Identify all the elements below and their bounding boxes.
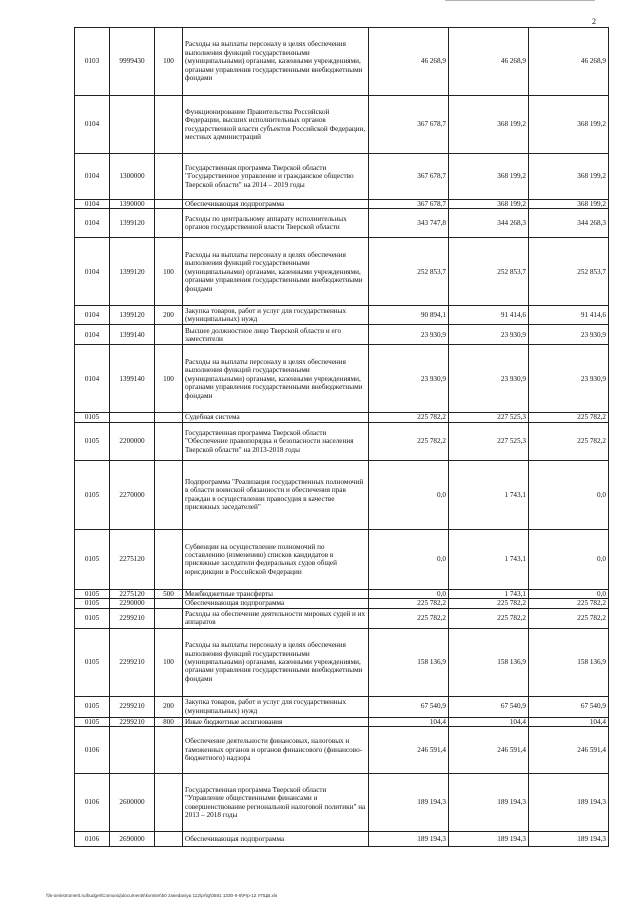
section-code: 0106 — [75, 727, 110, 774]
page-number: 2 — [592, 17, 596, 26]
amount-2014: 67 540,9 — [369, 696, 449, 717]
table-row — [75, 422, 609, 460]
amount-2014: 23 930,9 — [369, 325, 449, 345]
section-code: 0105 — [75, 460, 110, 529]
table-row — [75, 154, 609, 200]
table-row — [75, 628, 609, 696]
amount-2014: 0,0 — [369, 589, 449, 598]
section-code: 0104 — [75, 209, 110, 238]
target-article-code — [110, 413, 155, 422]
expense-type-code — [155, 832, 183, 847]
amount-2015: 227 525,3 — [449, 422, 529, 460]
expense-name: Судебная система — [183, 413, 369, 422]
expense-type-code: 100 — [155, 28, 183, 96]
expense-type-code: 200 — [155, 696, 183, 717]
expense-type-code — [155, 209, 183, 238]
expense-name: Расходы на обеспечение деятельности мировых судей и их аппаратов — [183, 608, 369, 628]
target-article-code: 2299210 — [110, 696, 155, 717]
table-row — [75, 306, 609, 325]
expense-name: Обеспечивающая подпрограмма — [183, 832, 369, 847]
amount-2014: 367 678,7 — [369, 154, 449, 200]
section-code: 0105 — [75, 529, 110, 589]
amount-2014: 0,0 — [369, 460, 449, 529]
table-row — [75, 345, 609, 413]
expense-name: Расходы на выплаты персоналу в целях обеспечения выполнения функций государственными (муниципальными) органами, казенными учреждениями, органами управления государственными внебюджетными фондами — [183, 28, 369, 96]
section-code: 0103 — [75, 28, 110, 96]
expense-name: Расходы на выплаты персоналу в целях обеспечения выполнения функций государственными (муниципальными) органами, казенными учреждениями, органами управления государственными внебюджетными фондами — [183, 238, 369, 306]
amount-2015: 344 268,3 — [449, 209, 529, 238]
amount-2015: 246 591,4 — [449, 727, 529, 774]
expense-type-code — [155, 413, 183, 422]
amount-2014: 252 853,7 — [369, 238, 449, 306]
section-code: 0104 — [75, 96, 110, 154]
table-row — [75, 238, 609, 306]
amount-2016: 158 136,9 — [529, 628, 609, 696]
section-code: 0105 — [75, 413, 110, 422]
table-row — [75, 28, 609, 96]
expense-name: Подпрограмма "Реализация государственных полномочий в области воинской обязанности и обеспечения прав граждан в осуществлении правосудия в качестве присяжных заседателей" — [183, 460, 369, 529]
amount-2016: 189 194,3 — [529, 832, 609, 847]
amount-2014: 46 268,9 — [369, 28, 449, 96]
target-article-code: 1399140 — [110, 325, 155, 345]
amount-2016: 225 782,2 — [529, 413, 609, 422]
amount-2015: 368 199,2 — [449, 200, 529, 209]
expense-name: Обеспечение деятельности финансовых, налоговых и таможенных органов и органов финансового (финансово-бюджетного) надзора — [183, 727, 369, 774]
expense-name: Расходы по центральному аппарату исполнительных органов государственной власти Тверской области — [183, 209, 369, 238]
amount-2016: 23 930,9 — [529, 345, 609, 413]
amount-2016: 189 194,3 — [529, 774, 609, 832]
expense-type-code — [155, 727, 183, 774]
amount-2016: 91 414,6 — [529, 306, 609, 325]
expense-type-code: 800 — [155, 717, 183, 726]
expense-name: Закупка товаров, работ и услуг для государственных (муниципальных) нужд — [183, 696, 369, 717]
expense-name: Обеспечивающая подпрограмма — [183, 200, 369, 209]
section-code: 0104 — [75, 154, 110, 200]
section-code: 0105 — [75, 589, 110, 598]
amount-2014: 225 782,2 — [369, 608, 449, 628]
amount-2014: 158 136,9 — [369, 628, 449, 696]
expense-type-code: 100 — [155, 345, 183, 413]
amount-2014: 189 194,3 — [369, 774, 449, 832]
target-article-code: 2299210 — [110, 608, 155, 628]
expense-type-code: 100 — [155, 238, 183, 306]
expense-name: Государственная программа Тверской области "Государственное управление и гражданское общество Тверской области" на 2014 – 2019 годы — [183, 154, 369, 200]
table-row — [75, 717, 609, 726]
table-row — [75, 529, 609, 589]
table-row — [75, 325, 609, 345]
amount-2016: 368 199,2 — [529, 154, 609, 200]
amount-2016: 0,0 — [529, 460, 609, 529]
table-row — [75, 727, 609, 774]
target-article-code: 1399120 — [110, 238, 155, 306]
amount-2014: 225 782,2 — [369, 413, 449, 422]
amount-2015: 1 743,1 — [449, 529, 529, 589]
amount-2015: 23 930,9 — [449, 345, 529, 413]
amount-2015: 91 414,6 — [449, 306, 529, 325]
expense-type-code — [155, 599, 183, 608]
amount-2016: 67 540,9 — [529, 696, 609, 717]
amount-2015: 158 136,9 — [449, 628, 529, 696]
target-article-code: 2200000 — [110, 422, 155, 460]
amount-2015: 1 743,1 — [449, 589, 529, 598]
expense-name: Расходы на выплаты персоналу в целях обеспечения выполнения функций государственными (муниципальными) органами, казенными учреждениями, органами управления государственными внебюджетными фондами — [183, 345, 369, 413]
expense-name: Субвенции на осуществление полномочий по составлению (изменению) списков кандидатов в присяжные заседатели федеральных судов общей юрисдикции в Российской Федерации — [183, 529, 369, 589]
target-article-code: 1399140 — [110, 345, 155, 413]
section-code: 0105 — [75, 599, 110, 608]
section-code: 0106 — [75, 774, 110, 832]
expense-name: Обеспечивающая подпрограмма — [183, 599, 369, 608]
amount-2015: 225 782,2 — [449, 608, 529, 628]
section-code: 0104 — [75, 200, 110, 209]
target-article-code: 1399120 — [110, 209, 155, 238]
target-article-code: 2299210 — [110, 717, 155, 726]
target-article-code: 2690000 — [110, 832, 155, 847]
expense-type-code — [155, 325, 183, 345]
amount-2014: 246 591,4 — [369, 727, 449, 774]
section-code: 0106 — [75, 832, 110, 847]
expense-type-code: 200 — [155, 306, 183, 325]
amount-2016: 104,4 — [529, 717, 609, 726]
amount-2014: 367 678,7 — [369, 200, 449, 209]
amount-2015: 23 930,9 — [449, 325, 529, 345]
section-code: 0105 — [75, 628, 110, 696]
amount-2016: 0,0 — [529, 589, 609, 598]
expense-type-code: 100 — [155, 628, 183, 696]
table-row — [75, 200, 609, 209]
target-article-code — [110, 96, 155, 154]
amount-2014: 343 747,8 — [369, 209, 449, 238]
target-article-code: 2275120 — [110, 589, 155, 598]
target-article-code: 2290000 — [110, 599, 155, 608]
target-article-code: 1390000 — [110, 200, 155, 209]
expense-type-code — [155, 460, 183, 529]
amount-2015: 252 853,7 — [449, 238, 529, 306]
amount-2015: 227 525,3 — [449, 413, 529, 422]
amount-2015: 104,4 — [449, 717, 529, 726]
table-row — [75, 96, 609, 154]
amount-2016: 23 930,9 — [529, 325, 609, 345]
amount-2015: 368 199,2 — [449, 154, 529, 200]
expense-name: Функционирование Правительства Российской Федерации, высших исполнительных органов государственной власти субъектов Российской Федерации, местных администраций — [183, 96, 369, 154]
scan-marks — [445, 0, 595, 4]
amount-2015: 368 199,2 — [449, 96, 529, 154]
amount-2014: 225 782,2 — [369, 599, 449, 608]
table-row — [75, 460, 609, 529]
table-row — [75, 413, 609, 422]
target-article-code: 9999430 — [110, 28, 155, 96]
amount-2016: 46 268,9 — [529, 28, 609, 96]
amount-2014: 23 930,9 — [369, 345, 449, 413]
amount-2016: 368 199,2 — [529, 200, 609, 209]
expense-type-code — [155, 96, 183, 154]
expense-type-code — [155, 200, 183, 209]
section-code: 0104 — [75, 345, 110, 413]
expense-type-code — [155, 529, 183, 589]
target-article-code: 1399120 — [110, 306, 155, 325]
amount-2015: 1 743,1 — [449, 460, 529, 529]
expense-name: Иные бюджетные ассигнования — [183, 717, 369, 726]
amount-2015: 225 782,2 — [449, 599, 529, 608]
expense-name: Расходы на выплаты персоналу в целях обеспечения выполнения функций государственными (муниципальными) органами, казенными учреждениями, органами управления государственными внебюджетными фондами — [183, 628, 369, 696]
expense-name: Закупка товаров, работ и услуг для государственных (муниципальных) нужд — [183, 306, 369, 325]
table-row — [75, 774, 609, 832]
amount-2014: 90 894,1 — [369, 306, 449, 325]
section-code: 0105 — [75, 717, 110, 726]
expense-name: Государственная программа Тверской области "Обеспечение правопорядка и безопасности населения Тверской области" на 2013-2018 годы — [183, 422, 369, 460]
amount-2014: 189 194,3 — [369, 832, 449, 847]
expense-type-code — [155, 774, 183, 832]
amount-2016: 252 853,7 — [529, 238, 609, 306]
amount-2015: 189 194,3 — [449, 774, 529, 832]
amount-2015: 67 540,9 — [449, 696, 529, 717]
expense-name: Высшее должностное лицо Тверской области и его заместители — [183, 325, 369, 345]
expense-type-code — [155, 422, 183, 460]
expense-type-code — [155, 154, 183, 200]
table-row — [75, 209, 609, 238]
amount-2016: 225 782,2 — [529, 608, 609, 628]
target-article-code: 2275120 — [110, 529, 155, 589]
section-code: 0105 — [75, 608, 110, 628]
amount-2016: 0,0 — [529, 529, 609, 589]
table-row — [75, 608, 609, 628]
file-path-footer: \\fs-oeinstromerit.ru/budget\Comuniq\documents\komitet\50 zasedaniya 112\pr\lg\0581 1330-II-5\Prp-12 УПЦВ.xls — [46, 893, 278, 898]
amount-2015: 189 194,3 — [449, 832, 529, 847]
target-article-code: 2270000 — [110, 460, 155, 529]
target-article-code — [110, 727, 155, 774]
expense-name: Межбюджетные трансферты — [183, 589, 369, 598]
target-article-code: 2600000 — [110, 774, 155, 832]
section-code: 0104 — [75, 238, 110, 306]
expense-type-code: 500 — [155, 589, 183, 598]
section-code: 0104 — [75, 325, 110, 345]
amount-2014: 225 782,2 — [369, 422, 449, 460]
amount-2014: 367 678,7 — [369, 96, 449, 154]
amount-2014: 104,4 — [369, 717, 449, 726]
amount-2014: 0,0 — [369, 529, 449, 589]
budget-table — [74, 27, 609, 847]
section-code: 0105 — [75, 696, 110, 717]
budget-table-body — [75, 28, 609, 847]
amount-2016: 344 268,3 — [529, 209, 609, 238]
table-row — [75, 599, 609, 608]
table-row — [75, 589, 609, 598]
section-code: 0104 — [75, 306, 110, 325]
table-row — [75, 696, 609, 717]
target-article-code: 1300000 — [110, 154, 155, 200]
amount-2016: 225 782,2 — [529, 422, 609, 460]
target-article-code: 2299210 — [110, 628, 155, 696]
expense-name: Государственная программа Тверской области "Управление общественными финансами и совершенствование региональной налоговой политики" на 2013 – 2018 годы — [183, 774, 369, 832]
amount-2016: 225 782,2 — [529, 599, 609, 608]
amount-2016: 246 591,4 — [529, 727, 609, 774]
amount-2016: 368 199,2 — [529, 96, 609, 154]
amount-2015: 46 268,9 — [449, 28, 529, 96]
expense-type-code — [155, 608, 183, 628]
table-row — [75, 832, 609, 847]
section-code: 0105 — [75, 422, 110, 460]
